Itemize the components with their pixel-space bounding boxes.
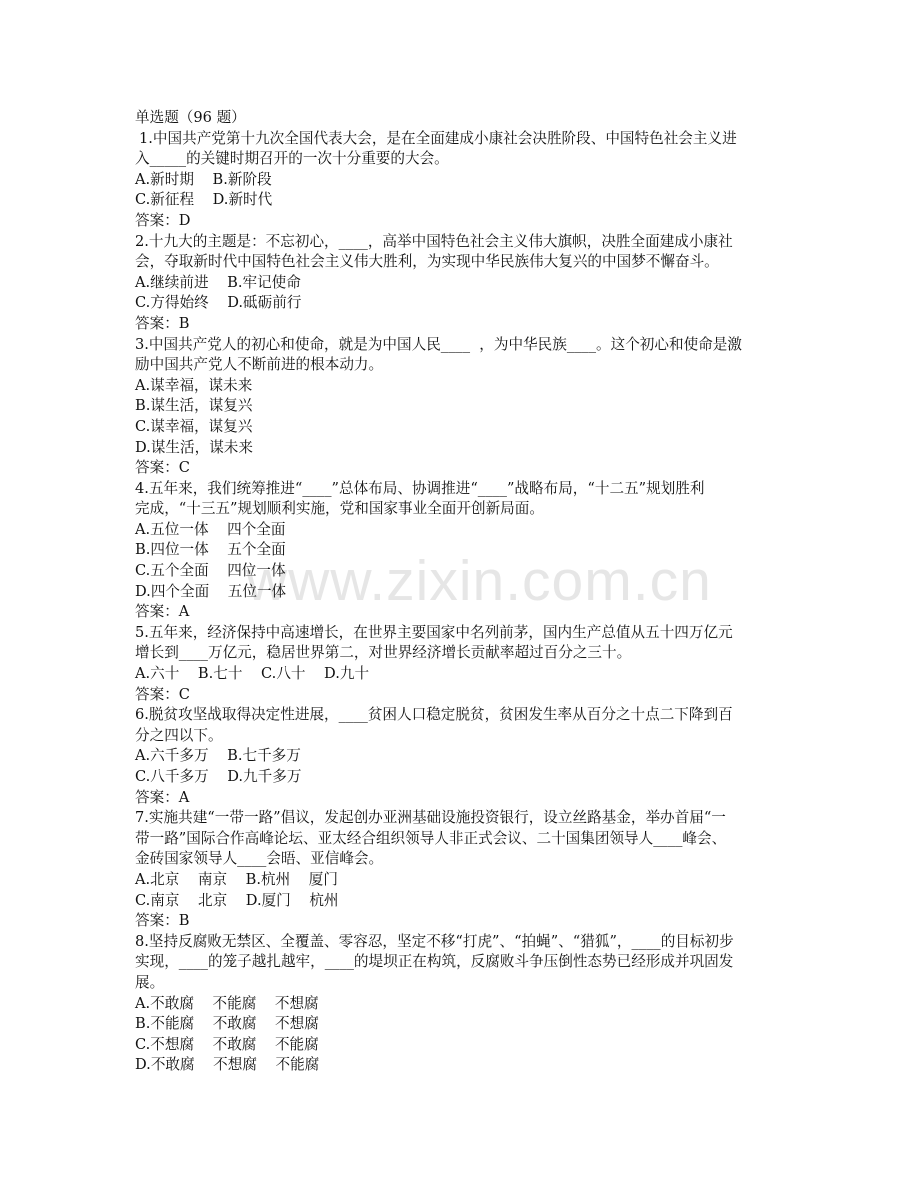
answer-line: 答案：B <box>135 314 190 332</box>
answer-line: 答案：C <box>135 685 190 703</box>
option-line: B.不能腐 不敢腐 不想腐 <box>135 1015 319 1033</box>
option-line: A.新时期 B.新阶段 <box>135 170 272 188</box>
watermark: www.zixin.com.cn <box>246 549 712 613</box>
answer-line: 答案：C <box>135 459 190 477</box>
option-line: B.四位一体 五个全面 <box>135 541 286 559</box>
document-body <box>135 108 795 1076</box>
question-stem-line: 8.坚持反腐败无禁区、全覆盖、零容忍，坚定不移“打虎”、“拍蝇”、“猎狐”，____的目标初步 <box>135 932 734 950</box>
question-stem-line: 实现，____的笼子越扎越牢，____的堤坝正在构筑，反腐败斗争压倒性态势已经形成并巩固发 <box>135 953 734 971</box>
answer-line: 答案：D <box>135 211 191 229</box>
question-stem-line: 分之四以下。 <box>135 726 223 744</box>
question-stem-line: 4.五年来，我们统筹推进“____”总体布局、协调推进“____”战略布局，“十二五”规划胜利 <box>135 479 705 497</box>
option-line: C.新征程 D.新时代 <box>135 191 273 209</box>
answer-line: 答案：B <box>135 912 190 930</box>
option-line: A.五位一体 四个全面 <box>135 520 286 538</box>
option-line: D.谋生活，谋未来 <box>135 438 253 456</box>
question-stem-line: 7.实施共建“一带一路”倡议，发起创办亚洲基础设施投资银行，设立丝路基金，举办首届“一 <box>135 809 726 827</box>
question-6 <box>135 705 795 808</box>
question-2 <box>135 232 795 335</box>
question-stem-line: 3.中国共产党人的初心和使命，就是为中国人民____ ，为中华民族____。这个初心和使命是激 <box>135 335 742 353</box>
question-3 <box>135 335 795 479</box>
option-line: C.八千多万 D.九千多万 <box>135 768 302 785</box>
question-7 <box>135 808 795 932</box>
question-stem-line: 2.十九大的主题是：不忘初心，____，高举中国特色社会主义伟大旗帜，决胜全面建成小康社 <box>135 232 733 250</box>
option-line: D.四个全面 五位一体 <box>135 582 287 600</box>
answer-line: 答案：A <box>135 603 190 621</box>
question-4 <box>135 479 795 623</box>
option-line: C.五个全面 四位一体 <box>135 562 286 580</box>
option-line: C.南京 北京 D.厦门 杭州 <box>135 891 339 909</box>
question-stem-line: 完成，“十三五”规划顺利实施，党和国家事业全面开创新局面。 <box>135 500 544 518</box>
question-stem-line: 6.脱贫攻坚战取得决定性进展，____贫困人口稳定脱贫，贫困发生率从百分之十点二下降到百 <box>135 706 733 724</box>
answer-line: 答案：A <box>135 788 190 806</box>
option-line: A.继续前进 B.牢记使命 <box>135 273 301 291</box>
option-line: A.六十 B.七十 C.八十 D.九十 <box>135 665 370 683</box>
section-title: 单选题（96 题） <box>135 109 246 126</box>
question-stem-line: 增长到____万亿元，稳居世界第二，对世界经济增长贡献率超过百分之三十。 <box>135 644 632 662</box>
option-line: A.不敢腐 不能腐 不想腐 <box>135 994 319 1012</box>
option-line: A.六千多万 B.七千多万 <box>135 747 301 765</box>
question-8 <box>135 932 795 1076</box>
question-5 <box>135 623 795 705</box>
question-stem-line: 展。 <box>135 973 165 991</box>
question-stem-line: 入_____的关键时期召开的一次十分重要的大会。 <box>135 150 449 168</box>
option-line: B.谋生活，谋复兴 <box>135 397 253 415</box>
question-stem-line: 带一路”国际合作高峰论坛、亚太经合组织领导人非正式会议、二十国集团领导人____峰会、 <box>135 829 727 847</box>
option-line: C.方得始终 D.砥砺前行 <box>135 294 302 312</box>
option-line: C.不想腐 不敢腐 不能腐 <box>135 1035 319 1053</box>
option-line: D.不敢腐 不想腐 不能腐 <box>135 1056 320 1074</box>
option-line: A.北京 南京 B.杭州 厦门 <box>135 870 338 888</box>
question-stem-line: 5.五年来，经济保持中高速增长，在世界主要国家中名列前茅，国内生产总值从五十四万亿元 <box>135 623 733 641</box>
question-stem-line: 励中国共产党人不断前进的根本动力。 <box>135 356 384 374</box>
option-line: C.谋幸福，谋复兴 <box>135 417 253 435</box>
option-line: A.谋幸福，谋未来 <box>135 376 253 394</box>
question-stem-line: 金砖国家领导人____会晤、亚信峰会。 <box>135 850 384 868</box>
question-stem-line: 会，夺取新时代中国特色社会主义伟大胜利，为实现中华民族伟大复兴的中国梦不懈奋斗。 <box>135 253 719 271</box>
question-stem-line: 1.中国共产党第十九次全国代表大会，是在全面建成小康社会决胜阶段、中国特色社会主义进 <box>139 129 737 147</box>
question-1 <box>135 129 795 232</box>
